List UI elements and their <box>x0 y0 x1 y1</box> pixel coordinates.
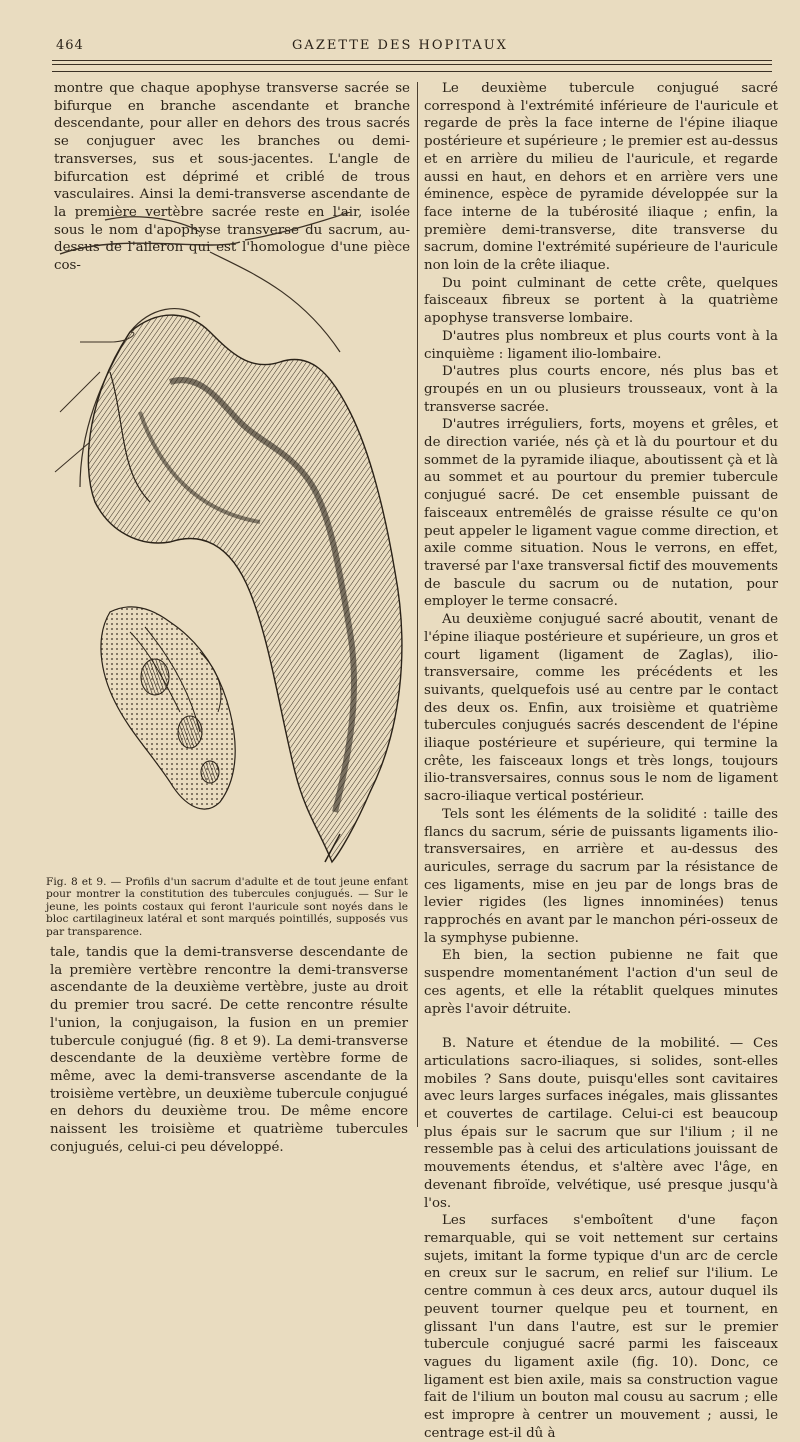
section-heading-paragraph: B. Nature et étendue de la mobilité. — Ces articulations sacro-iliaques, si solides, sont-elles mobiles ? Sans doute, puisqu'elles sont cavitaires avec leurs larges surfaces inégales, mais glissantes et couvertes de cartilage. Celui-ci est beaucoup plus épais sur le sacrum que sur l'ilium ; il ne ressemble pas à celui des articulations jouissant de mouvements étendus, et s'altère avec l'âge, en devenant fibroïde, velvétique, usé presque jusqu'à l'os. <box>424 1036 778 1211</box>
paragraph: D'autres plus nombreux et plus courts vont à la cinquième : ligament ilio-lombaire. <box>424 328 778 362</box>
paragraph: Le deuxième tubercule conjugué sacré correspond à l'extrémité inférieure de l'auricule et regarde de près la face interne de l'épine iliaque postérieure et supérieure ; le premier est au-dessus et en arrière du milieu de l'auricule, et regarde aussi en haut, en dehors et en arrière vers une éminence, espèce de pyramide développée sur la face interne de la tubérosité iliaque ; enfin, la première demi-transverse, dite transverse du sacrum, domine l'extrémité supérieure de l'auricule non loin de la crête iliaque. <box>424 81 778 274</box>
paragraph: D'autres irréguliers, forts, moyens et grêles, et de direction variée, nés çà et là du pourtour et du sommet de la pyramide iliaque, aboutissent çà et là au sommet et au pourtour du premier tubercule conjugué sacré. De cet ensemble puissant de faisceaux entremêlés de graisse résulte ce qu'on peut appeler le ligament vague comme direction, et axile comme situation. Nous le verrons, en effet, traversé par l'axe transversal fictif des mouvements de bascule du sacrum ou de nutation, pour employer le terme consacré. <box>424 417 778 610</box>
sacrum-figure <box>50 212 415 877</box>
running-title: GAZETTE DES HOPITAUX <box>292 38 508 53</box>
header-rule <box>52 64 772 65</box>
column-divider <box>417 82 418 1127</box>
paragraph: Du point culminant de cette crête, quelques faisceaux fibreux se portent à la quatrième apophyse transverse lombaire. <box>424 275 778 327</box>
figure-caption <box>46 876 408 938</box>
paragraph: tale, tandis que la demi-transverse descendante de la première vertèbre rencontre la demi-transverse ascendante de la deuxième vertèbre, juste au droit du premier trou sacré. De cette rencontre résulte l'union, la conjugaison, la fusion en un premier tubercule conjugué (fig. 8 et 9). La demi-transverse descendante de la deuxième vertèbre forme de même, avec la demi-transverse ascendante de la troisième vertèbre, un deuxième tubercule conjugué en dehors du deuxième trou. De même encore naissent les troisième et quatrième tubercules conjugués, celui-ci peu développé. <box>50 945 408 1155</box>
right-column <box>424 80 778 1442</box>
paragraph: montre que chaque apophyse transverse sacrée se bifurque en branche ascendante et branche descendante, pour aller en dehors des trous sacrés se conjuguer avec les branches ou demi-transverses, sus et sous-jacentes. L'angle de bifurcation est déprimé et criblé de trous vasculaires. Ainsi la demi-transverse ascendante de la première vertèbre sacrée reste en l'air, isolée sous le nom d'apophyse transverse du sacrum, au-dessus de l'aileron qui est l'homologue d'une pièce cos- <box>54 81 410 274</box>
section-gap <box>424 1018 778 1035</box>
left-column-bottom <box>50 944 408 1156</box>
header-rule <box>52 60 772 61</box>
caption-text: Fig. 8 et 9. — Profils d'un sacrum d'adulte et de tout jeune enfant pour montrer la constitution des tubercules conjugués. — Sur le jeune, les points costaux qui feront l'auricule sont noyés dans le bloc cartilagineux latéral et sont marqués pointillés, supposés vus par transparence. <box>46 876 408 938</box>
paragraph: Les surfaces s'emboîtent d'une façon remarquable, qui se voit nettement sur certains sujets, imitant la forme typique d'un arc de cercle en creux sur le sacrum, en relief sur l'ilium. Le centre commun à ces deux arcs, autour duquel ils peuvent tourner quelque peu et tournent, en glissant l'un dans l'autre, est sur le premier tubercule conjugué sacré parmi les faisceaux vagues du ligament axile (fig. 10). Donc, ce ligament est bien axile, mais sa construction vague fait de l'ilium un bouton mal cousu au sacrum ; elle est impropre à centrer un mouvement ; aussi, le centrage est-il dû à <box>424 1213 778 1441</box>
sacrum-illustration <box>50 212 415 877</box>
paragraph: D'autres plus courts encore, nés plus bas et groupés en un ou plusieurs trousseaux, vont à la transverse sacrée. <box>424 364 778 415</box>
paragraph: Eh bien, la section pubienne ne fait que suspendre momentanément l'action d'un seul de ces agents, et elle la rétablit quelques minutes après l'avoir détruite. <box>424 948 778 1017</box>
header-rule <box>52 71 772 72</box>
paragraph: Tels sont les éléments de la solidité : taille des flancs du sacrum, série de puissants ligaments ilio-transversaires, en arrière et au-dessus des auricules, serrage du sacrum par la résistance de ces ligaments, mise en jeu par de longs bras de levier rigides (les lignes innominées) tenus rapprochés en avant par le manchon péri-osseux de la symphyse pubienne. <box>424 806 778 946</box>
paragraph: Au deuxième conjugué sacré aboutit, venant de l'épine iliaque postérieure et supérieure, un gros et court ligament (ligament de Zaglas), ilio-transversaire, comme les précédents et les suivants, quelquefois usé au centre par le contact des deux os. Enfin, aux troisième et quatrième tubercules conjugués sacrés descendent de l'épine iliaque postérieure et supérieure, qui termine la crête, les faisceaux longs et très longs, toujours ilio-transversaires, connus sous le nom de ligament sacro-iliaque vertical postérieur. <box>424 612 778 805</box>
page-number: 464 <box>56 38 84 53</box>
